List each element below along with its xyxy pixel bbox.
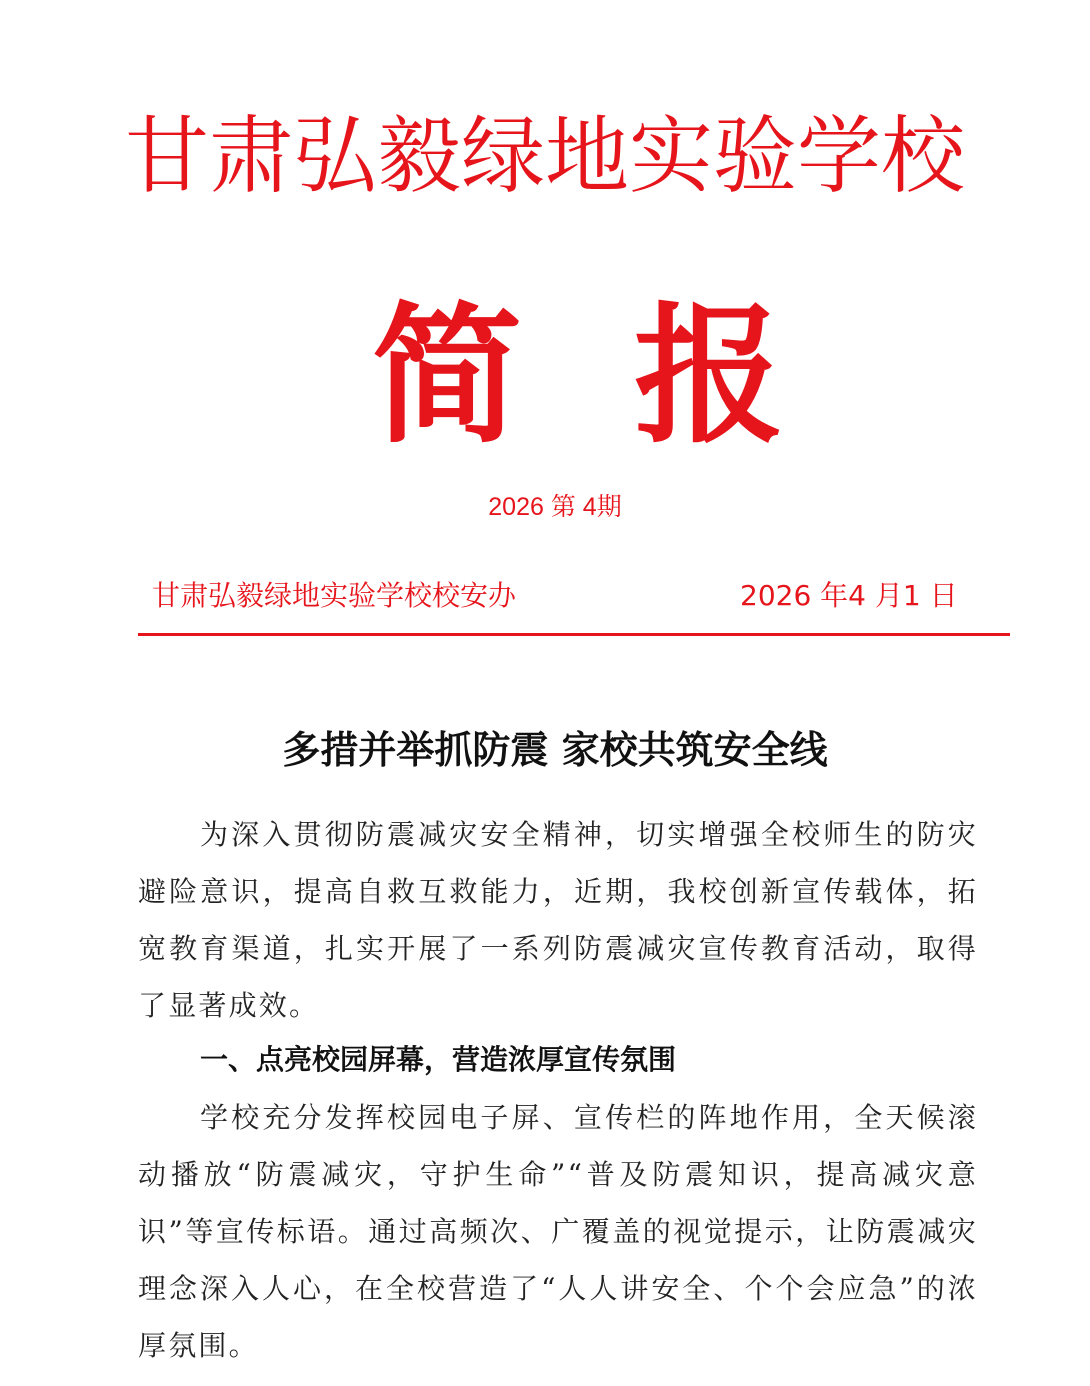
section-heading-1: 一、点亮校园屏幕，营造浓厚宣传氛围 — [200, 1043, 677, 1076]
issue-date: 2026 年4 月1 日 — [740, 579, 958, 612]
brief-title-char-1: 简 — [372, 288, 523, 464]
article-title: 多措并举抓防震 家校共筑安全线 — [282, 727, 828, 772]
issuing-office: 甘肃弘毅绿地实验学校校安办 — [152, 579, 517, 612]
issue-number: 2026 第 4期 — [488, 493, 622, 521]
school-name-heading: 甘肃弘毅绿地实验学校 — [124, 107, 965, 205]
paragraph-section-1: 学校充分发挥校园电子屏、宣传栏的阵地作用，全天候滚动播放“防震减灾，守护生命”“普及防震知识，提高减灾意识”等宣传标语。通过高频次、广覆盖的视觉提示，让防震减灾理念深入人心，在全校营造了“人人讲安全、个个会应急”的浓厚氛围。 — [138, 1101, 978, 1362]
brief-title-char-2: 报 — [634, 288, 785, 464]
paragraph-intro: 为深入贯彻防震减灾安全精神，切实增强全校师生的防灾避险意识，提高自救互救能力，近期，我校创新宣传载体，拓宽教育渠道，扎实开展了一系列防震减灾宣传教育活动，取得了显著成效。 — [138, 818, 978, 1022]
red-divider-line — [138, 633, 1010, 636]
